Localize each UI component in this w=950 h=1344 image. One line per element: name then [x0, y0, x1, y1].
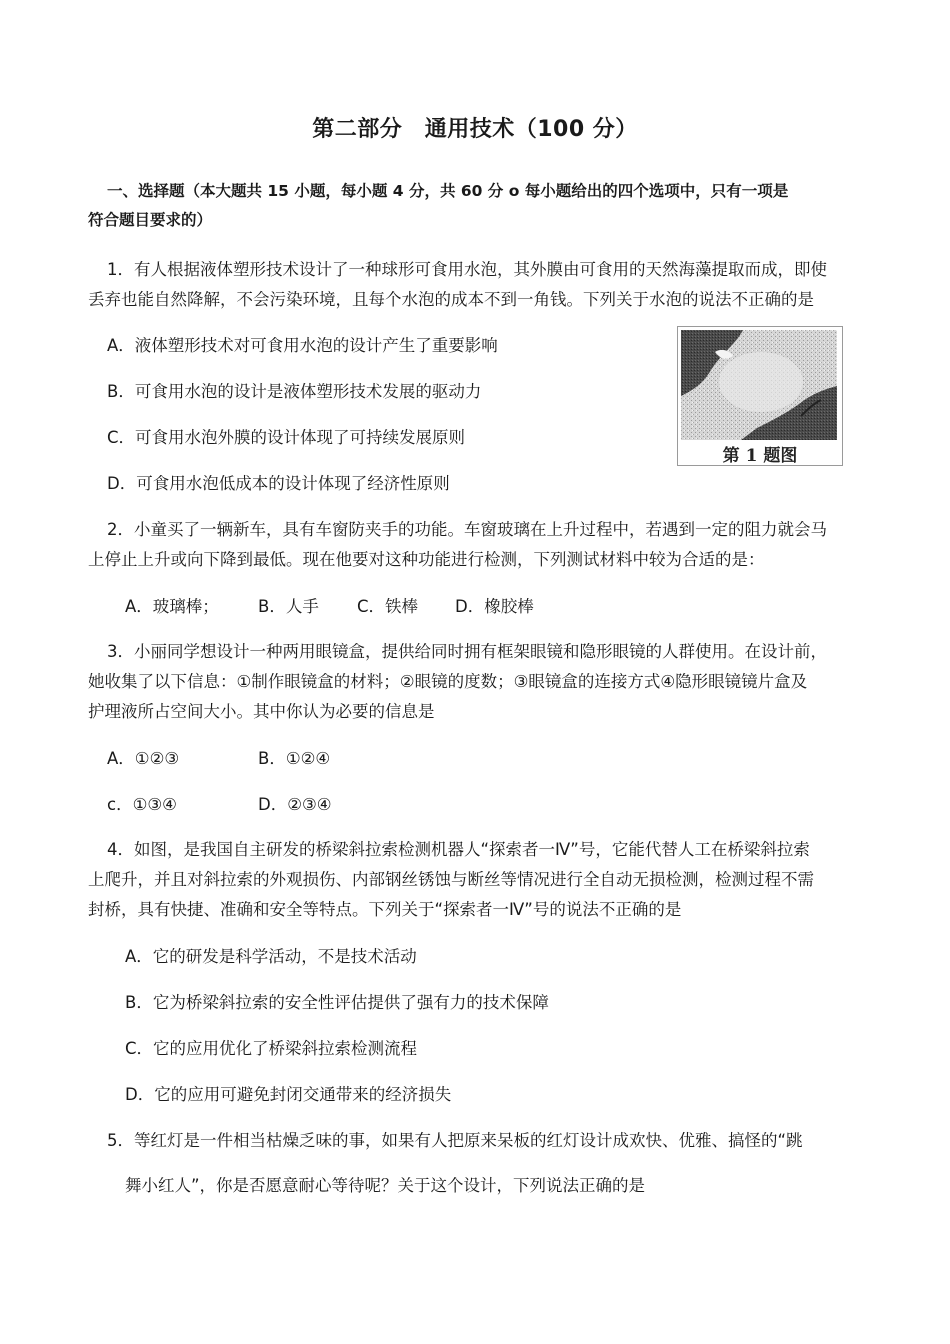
q3-option-d: D．②③④ [258, 795, 332, 814]
q2-option-b: B．人手 [258, 597, 319, 616]
q2-option-a: A．玻璃棒； [125, 597, 219, 616]
q4-option-b: B．它为桥梁斜拉索的安全性评估提供了强有力的技术保障 [125, 993, 549, 1012]
q4-option-d: D．它的应用可避免封闭交通带来的经济损失 [125, 1085, 452, 1104]
q4-option-c: C．它的应用优化了桥梁斜拉索检测流程 [125, 1039, 418, 1058]
page-title: 第二部分 通用技术（100 分） [312, 117, 638, 142]
section-heading: 一、选择题（本大题共 15 小题，每小题 4 分，共 60 分 o 每小题给出的四个选项中，只有一项是 [107, 182, 789, 200]
q1-option-d: D．可食用水泡低成本的设计体现了经济性原则 [107, 474, 450, 493]
q2-stem-line1: 2．小童买了一辆新车，具有车窗防夹手的功能。车窗玻璃在上升过程中，若遇到一定的阻力就会马 [107, 520, 827, 539]
q1-stem-line2: 丢弃也能自然降解，不会污染环境，且每个水泡的成本不到一角钱。下列关于水泡的说法不正确的是 [88, 290, 814, 309]
q1-option-c: C．可食用水泡外膜的设计体现了可持续发展原则 [107, 428, 466, 447]
q5-stem-line2: 舞小红人”，你是否愿意耐心等待呢？关于这个设计，下列说法正确的是 [125, 1176, 646, 1195]
q3-stem-line1: 3．小丽同学想设计一种两用眼镜盒，提供给同时拥有框架眼镜和隐形眼镜的人群使用。在设计前， [107, 642, 827, 661]
q3-option-b: B．①②④ [258, 749, 331, 768]
q1-stem-line1: 1．有人根据液体塑形技术设计了一种球形可食用水泡，其外膜由可食用的天然海藻提取而成，即使 [107, 260, 827, 279]
q3-stem-line3: 护理液所占空间大小。其中你认为必要的信息是 [88, 702, 435, 721]
q4-stem-line2: 上爬升，并且对斜拉索的外观损伤、内部钢丝锈蚀与断丝等情况进行全自动无损检测，检测过程不需 [88, 870, 814, 889]
q3-stem-line2: 她收集了以下信息：①制作眼镜盒的材料；②眼镜的度数；③眼镜盒的连接方式④隐形眼镜镜片盒及 [88, 672, 808, 691]
q3-option-a: A．①②③ [107, 749, 180, 768]
q4-stem-line1: 4．如图，是我国自主研发的桥梁斜拉索检测机器人“探索者一Ⅳ”号，它能代替人工在桥梁斜拉索 [107, 840, 810, 859]
q4-stem-line3: 封桥，具有快捷、准确和安全等特点。下列关于“探索者一Ⅳ”号的说法不正确的是 [88, 900, 682, 919]
section-heading-cont: 符合题目要求的） [88, 211, 213, 229]
water-bubble-image [681, 330, 837, 440]
q1-figure-caption: 第 1 题图 [722, 446, 798, 466]
q2-option-d: D．橡胶棒 [455, 597, 534, 616]
q5-stem-line1: 5．等红灯是一件相当枯燥乏味的事，如果有人把原来呆板的红灯设计成欢快、优雅、搞怪的“跳 [107, 1131, 803, 1150]
q4-option-a: A．它的研发是科学活动，不是技术活动 [125, 947, 417, 966]
q3-option-c: c．①③④ [107, 795, 177, 814]
q1-figure [677, 326, 843, 466]
q2-option-c: C．铁棒 [357, 597, 419, 616]
q2-stem-line2: 上停止上升或向下降到最低。现在他要对这种功能进行检测，下列测试材料中较为合适的是： [88, 550, 765, 569]
q1-option-b: B．可食用水泡的设计是液体塑形技术发展的驱动力 [107, 382, 482, 401]
q1-option-a: A．液体塑形技术对可食用水泡的设计产生了重要影响 [107, 336, 498, 355]
q1-figure-photo [681, 330, 837, 440]
